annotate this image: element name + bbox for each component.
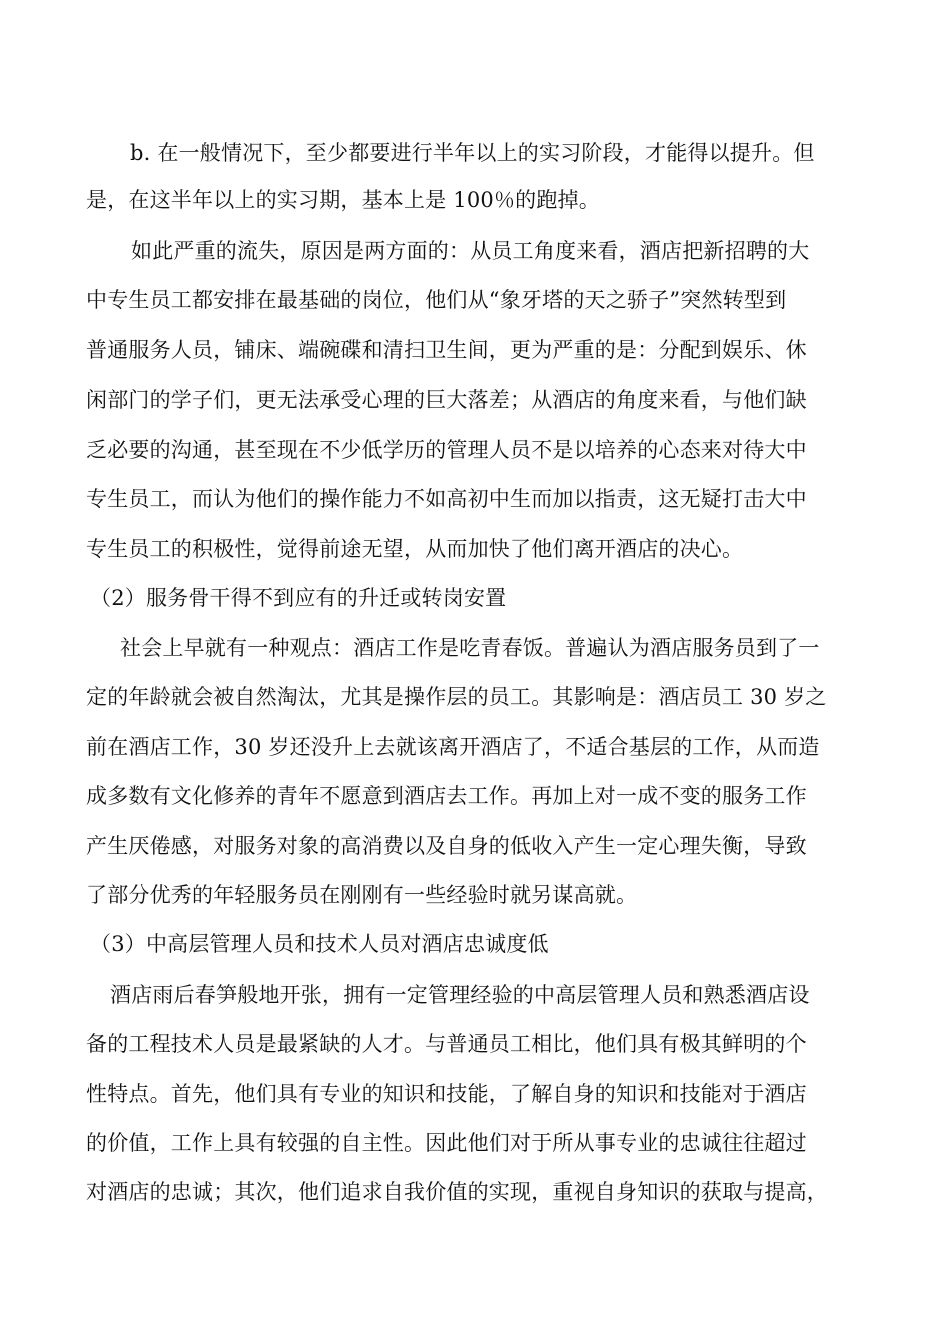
paragraph-loss-line-3: 普通服务人员，铺床、端碗碟和清扫卫生间，更为严重的是：分配到娱乐、休 bbox=[86, 338, 807, 362]
paragraph-managers-line-3: 性特点。首先，他们具有专业的知识和技能，了解自身的知识和技能对于酒店 bbox=[86, 1082, 807, 1106]
paragraph-loss-line-7: 专生员工的积极性，觉得前途无望，从而加快了他们离开酒店的决心。 bbox=[86, 537, 744, 561]
paragraph-youth-line-6: 了部分优秀的年轻服务员在刚刚有一些经验时就另谋高就。 bbox=[86, 883, 638, 907]
section-heading-2: （2）服务骨干得不到应有的升迁或转岗安置 bbox=[90, 586, 507, 610]
section-heading-3: （3）中高层管理人员和技术人员对酒店忠诚度低 bbox=[90, 932, 549, 956]
paragraph-youth-line-1: 社会上早就有一种观点：酒店工作是吃青春饭。普遍认为酒店服务员到了一 bbox=[120, 636, 820, 660]
paragraph-youth-line-2: 定的年龄就会被自然淘汰，尤其是操作层的员工。其影响是：酒店员工 30 岁之 bbox=[86, 685, 827, 709]
paragraph-managers-line-5: 对酒店的忠诚；其次，他们追求自我价值的实现，重视自身知识的获取与提高， bbox=[86, 1180, 828, 1204]
paragraph-b-line-2: 是，在这半年以上的实习期，基本上是 100％的跑掉。 bbox=[86, 188, 600, 212]
paragraph-loss-line-5: 乏必要的沟通，甚至现在不少低学历的管理人员不是以培养的心态来对待大中 bbox=[86, 438, 807, 462]
paragraph-managers-line-2: 备的工程技术人员是最紧缺的人才。与普通员工相比，他们具有极其鲜明的个 bbox=[86, 1032, 807, 1056]
paragraph-youth-line-5: 产生厌倦感，对服务对象的高消费以及自身的低收入产生一定心理失衡，导致 bbox=[86, 834, 807, 858]
paragraph-loss-line-2: 中专生员工都安排在最基础的岗位，他们从“象牙塔的天之骄子”突然转型到 bbox=[86, 288, 787, 312]
paragraph-loss-line-4: 闲部门的学子们，更无法承受心理的巨大落差；从酒店的角度来看，与他们缺 bbox=[86, 388, 807, 412]
paragraph-loss-line-1: 如此严重的流失，原因是两方面的：从员工角度来看，酒店把新招聘的大 bbox=[131, 239, 810, 263]
paragraph-youth-line-4: 成多数有文化修养的青年不愿意到酒店去工作。再加上对一成不变的服务工作 bbox=[86, 784, 807, 808]
paragraph-youth-line-3: 前在酒店工作，30 岁还没升上去就该离开酒店了，不适合基层的工作，从而造 bbox=[86, 735, 820, 759]
paragraph-managers-line-4: 的价值，工作上具有较强的自主性。因此他们对于所从事专业的忠诚往往超过 bbox=[86, 1131, 807, 1155]
paragraph-managers-line-1: 酒店雨后春笋般地开张，拥有一定管理经验的中高层管理人员和熟悉酒店设 bbox=[110, 983, 810, 1007]
paragraph-loss-line-6: 专生员工，而认为他们的操作能力不如高初中生而加以指责，这无疑打击大中 bbox=[86, 487, 807, 511]
paragraph-b-line-1: b. 在一般情况下，至少都要进行半年以上的实习阶段，才能得以提升。但 bbox=[130, 141, 815, 165]
